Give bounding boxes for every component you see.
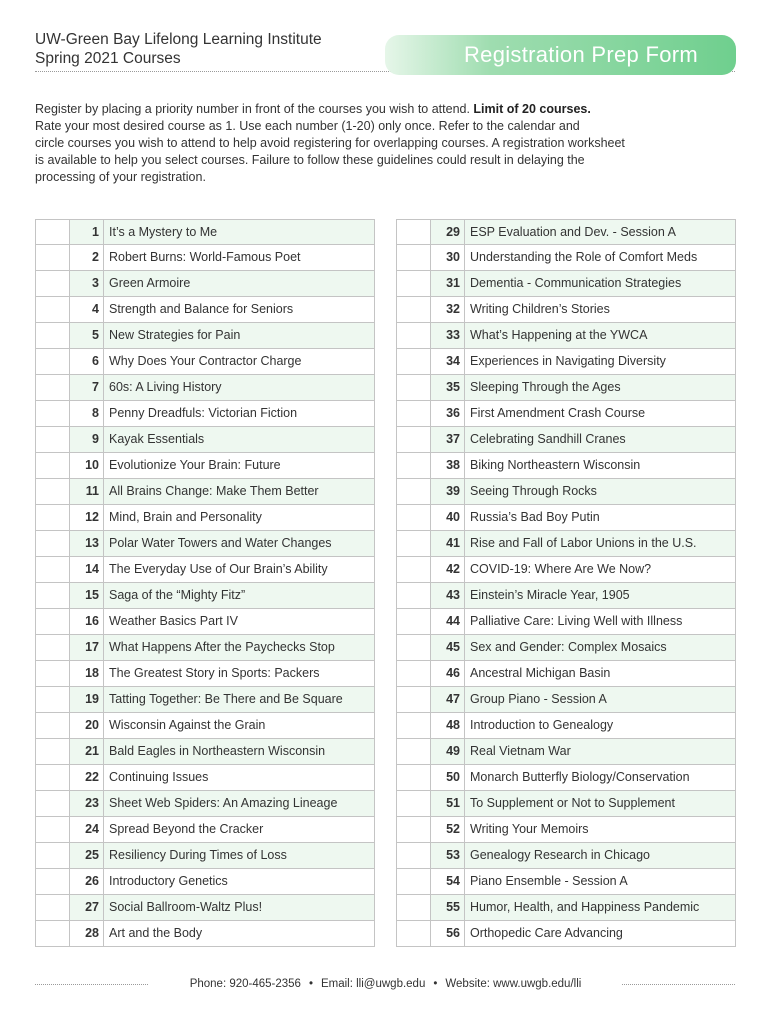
course-row xyxy=(396,349,736,375)
priority-number-field[interactable] xyxy=(397,271,431,296)
course-row xyxy=(396,635,736,661)
priority-number-field[interactable] xyxy=(397,921,431,946)
course-number: 45 xyxy=(431,635,465,660)
course-row xyxy=(35,713,375,739)
course-row xyxy=(35,323,375,349)
course-number: 52 xyxy=(431,817,465,842)
course-title: The Everyday Use of Our Brain’s Ability xyxy=(109,562,328,576)
priority-number-field[interactable] xyxy=(36,583,70,608)
course-row xyxy=(396,219,736,245)
course-title: Biking Northeastern Wisconsin xyxy=(470,458,641,472)
course-title: What Happens After the Paychecks Stop xyxy=(109,640,335,654)
priority-number-field[interactable] xyxy=(36,271,70,296)
priority-number-field[interactable] xyxy=(397,557,431,582)
course-row xyxy=(35,661,375,687)
footer-divider-right xyxy=(622,984,735,985)
course-title: New Strategies for Pain xyxy=(109,328,241,342)
priority-number-field[interactable] xyxy=(36,453,70,478)
course-row xyxy=(396,739,736,765)
course-row xyxy=(396,921,736,947)
priority-number-field[interactable] xyxy=(397,220,431,244)
course-row xyxy=(35,921,375,947)
priority-number-field[interactable] xyxy=(397,843,431,868)
course-number: 16 xyxy=(70,609,104,634)
course-title: Bald Eagles in Northeastern Wisconsin xyxy=(109,744,326,758)
course-row xyxy=(35,427,375,453)
course-number: 27 xyxy=(70,895,104,920)
course-number: 4 xyxy=(70,297,104,322)
priority-number-field[interactable] xyxy=(36,661,70,686)
course-number: 39 xyxy=(431,479,465,504)
course-title: Humor, Health, and Happiness Pandemic xyxy=(470,900,700,914)
course-title: Why Does Your Contractor Charge xyxy=(109,354,302,368)
course-row xyxy=(396,843,736,869)
course-title: Ancestral Michigan Basin xyxy=(470,666,611,680)
course-number: 47 xyxy=(431,687,465,712)
separator-dot: • xyxy=(433,978,438,990)
priority-number-field[interactable] xyxy=(397,583,431,608)
course-title: Introductory Genetics xyxy=(109,874,228,888)
priority-number-field[interactable] xyxy=(36,843,70,868)
course-number: 32 xyxy=(431,297,465,322)
priority-number-field[interactable] xyxy=(36,791,70,816)
course-row xyxy=(396,817,736,843)
course-title: ESP Evaluation and Dev. - Session A xyxy=(470,225,676,239)
course-number: 25 xyxy=(70,843,104,868)
course-row xyxy=(35,505,375,531)
course-title: Robert Burns: World-Famous Poet xyxy=(109,250,301,264)
priority-number-field[interactable] xyxy=(36,245,70,270)
course-title: Writing Children’s Stories xyxy=(470,302,610,316)
course-number: 5 xyxy=(70,323,104,348)
course-row xyxy=(35,635,375,661)
course-number: 56 xyxy=(431,921,465,946)
course-number: 33 xyxy=(431,323,465,348)
course-row xyxy=(396,687,736,713)
priority-number-field[interactable] xyxy=(36,895,70,920)
course-title: Orthopedic Care Advancing xyxy=(470,926,623,940)
priority-number-field[interactable] xyxy=(397,479,431,504)
course-row xyxy=(35,791,375,817)
priority-number-field[interactable] xyxy=(397,765,431,790)
course-title: 60s: A Living History xyxy=(109,380,222,394)
course-title: Monarch Butterfly Biology/Conservation xyxy=(470,770,690,784)
priority-number-field[interactable] xyxy=(36,687,70,712)
course-row xyxy=(35,583,375,609)
course-number: 15 xyxy=(70,583,104,608)
course-number: 38 xyxy=(431,453,465,478)
priority-number-field[interactable] xyxy=(397,635,431,660)
course-title: Writing Your Memoirs xyxy=(470,822,589,836)
priority-number-field[interactable] xyxy=(36,765,70,790)
course-row xyxy=(396,531,736,557)
priority-number-field[interactable] xyxy=(36,921,70,946)
course-title: Social Ballroom-Waltz Plus! xyxy=(109,900,263,914)
course-number: 10 xyxy=(70,453,104,478)
course-number: 14 xyxy=(70,557,104,582)
course-number: 43 xyxy=(431,583,465,608)
course-number: 54 xyxy=(431,869,465,894)
instructions-line-1 xyxy=(35,101,740,118)
course-title: First Amendment Crash Course xyxy=(470,406,646,420)
course-number: 37 xyxy=(431,427,465,452)
course-title: It’s a Mystery to Me xyxy=(109,225,218,239)
course-title: Seeing Through Rocks xyxy=(470,484,597,498)
course-row xyxy=(396,791,736,817)
course-number: 42 xyxy=(431,557,465,582)
course-title: Genealogy Research in Chicago xyxy=(470,848,650,862)
course-row xyxy=(35,843,375,869)
course-row xyxy=(396,479,736,505)
course-number: 46 xyxy=(431,661,465,686)
course-row xyxy=(35,453,375,479)
course-number: 23 xyxy=(70,791,104,816)
course-title: Weather Basics Part IV xyxy=(109,614,238,628)
course-number: 19 xyxy=(70,687,104,712)
course-title: Wisconsin Against the Grain xyxy=(109,718,266,732)
course-row xyxy=(35,557,375,583)
course-title: Understanding the Role of Comfort Meds xyxy=(470,250,698,264)
course-row xyxy=(35,245,375,271)
course-title: Dementia - Communication Strategies xyxy=(470,276,682,290)
instructions xyxy=(35,101,740,186)
course-title: Mind, Brain and Personality xyxy=(109,510,262,524)
course-title: Kayak Essentials xyxy=(109,432,205,446)
course-row xyxy=(35,375,375,401)
course-number: 34 xyxy=(431,349,465,374)
course-number: 41 xyxy=(431,531,465,556)
course-title: Experiences in Navigating Diversity xyxy=(470,354,666,368)
course-title: Real Vietnam War xyxy=(470,744,571,758)
course-title: Tatting Together: Be There and Be Square xyxy=(109,692,343,706)
priority-number-field[interactable] xyxy=(36,479,70,504)
course-number: 48 xyxy=(431,713,465,738)
separator-dot: • xyxy=(308,978,313,990)
course-title: Penny Dreadfuls: Victorian Fiction xyxy=(109,406,298,420)
course-title: Saga of the “Mighty Fitz” xyxy=(109,588,246,602)
priority-number-field[interactable] xyxy=(397,453,431,478)
course-title: Continuing Issues xyxy=(109,770,209,784)
course-row xyxy=(35,271,375,297)
course-row xyxy=(35,219,375,245)
course-number: 6 xyxy=(70,349,104,374)
instructions-text: Register by placing a priority number in front of the courses you wish to attend. xyxy=(35,102,474,116)
institute-name: UW-Green Bay Lifelong Learning Institute xyxy=(35,31,322,48)
course-title: COVID-19: Where Are We Now? xyxy=(470,562,652,576)
priority-number-field[interactable] xyxy=(397,323,431,348)
course-row xyxy=(396,661,736,687)
priority-number-field[interactable] xyxy=(36,427,70,452)
course-row xyxy=(396,557,736,583)
instructions-line-4: is available to help you select courses. Failure to follow these guidelines could result in delaying the xyxy=(35,153,585,167)
course-number: 1 xyxy=(70,220,104,244)
priority-number-field[interactable] xyxy=(397,297,431,322)
course-title: Introduction to Genealogy xyxy=(470,718,614,732)
priority-number-field[interactable] xyxy=(36,635,70,660)
course-title: Green Armoire xyxy=(109,276,191,290)
course-title: Polar Water Towers and Water Changes xyxy=(109,536,332,550)
course-number: 11 xyxy=(70,479,104,504)
instructions-line-5: processing of your registration. xyxy=(35,170,206,184)
course-number: 3 xyxy=(70,271,104,296)
priority-number-field[interactable] xyxy=(397,609,431,634)
priority-number-field[interactable] xyxy=(397,531,431,556)
priority-number-field[interactable] xyxy=(397,687,431,712)
contact-footer xyxy=(158,976,613,992)
priority-number-field[interactable] xyxy=(36,375,70,400)
course-number: 30 xyxy=(431,245,465,270)
course-title: Group Piano - Session A xyxy=(470,692,607,706)
course-row xyxy=(396,245,736,271)
course-row xyxy=(35,479,375,505)
course-list-right xyxy=(396,219,736,947)
course-title: Spread Beyond the Cracker xyxy=(109,822,264,836)
course-title: What’s Happening at the YWCA xyxy=(470,328,648,342)
course-row xyxy=(35,401,375,427)
course-number: 2 xyxy=(70,245,104,270)
course-title: All Brains Change: Make Them Better xyxy=(109,484,319,498)
priority-number-field[interactable] xyxy=(36,739,70,764)
course-number: 40 xyxy=(431,505,465,530)
priority-number-field[interactable] xyxy=(36,557,70,582)
course-number: 29 xyxy=(431,220,465,244)
priority-number-field[interactable] xyxy=(397,869,431,894)
priority-number-field[interactable] xyxy=(36,817,70,842)
course-number: 21 xyxy=(70,739,104,764)
course-title: Russia’s Bad Boy Putin xyxy=(470,510,600,524)
email-contact: Email: lli@uwgb.edu xyxy=(320,978,426,990)
course-row xyxy=(35,609,375,635)
course-row xyxy=(35,687,375,713)
priority-number-field[interactable] xyxy=(36,297,70,322)
priority-number-field[interactable] xyxy=(397,375,431,400)
course-number: 44 xyxy=(431,609,465,634)
priority-number-field[interactable] xyxy=(36,609,70,634)
course-row xyxy=(396,895,736,921)
course-title: Art and the Body xyxy=(109,926,203,940)
priority-number-field[interactable] xyxy=(397,895,431,920)
course-title: Strength and Balance for Seniors xyxy=(109,302,294,316)
course-number: 20 xyxy=(70,713,104,738)
priority-number-field[interactable] xyxy=(397,505,431,530)
course-number: 17 xyxy=(70,635,104,660)
course-number: 35 xyxy=(431,375,465,400)
course-title: Evolutionize Your Brain: Future xyxy=(109,458,281,472)
priority-number-field[interactable] xyxy=(397,349,431,374)
course-number: 22 xyxy=(70,765,104,790)
instructions-line-3: circle courses you wish to attend to help avoid registering for overlapping courses. A registration worksheet xyxy=(35,136,625,150)
institute-header xyxy=(35,30,322,68)
priority-number-field[interactable] xyxy=(36,323,70,348)
course-row xyxy=(396,427,736,453)
course-row xyxy=(396,765,736,791)
course-title: To Supplement or Not to Supplement xyxy=(470,796,675,810)
priority-number-field[interactable] xyxy=(36,505,70,530)
course-row xyxy=(35,817,375,843)
priority-number-field[interactable] xyxy=(36,531,70,556)
priority-number-field[interactable] xyxy=(397,245,431,270)
priority-number-field[interactable] xyxy=(397,713,431,738)
course-limit-note: Limit of 20 courses. xyxy=(473,102,591,116)
course-number: 26 xyxy=(70,869,104,894)
course-row xyxy=(396,583,736,609)
course-title: Sheet Web Spiders: An Amazing Lineage xyxy=(109,796,338,810)
priority-number-field[interactable] xyxy=(36,349,70,374)
course-row xyxy=(35,895,375,921)
course-row xyxy=(396,609,736,635)
footer-divider-left xyxy=(35,984,148,985)
course-row xyxy=(396,271,736,297)
course-row xyxy=(35,349,375,375)
course-row xyxy=(35,869,375,895)
course-title: Celebrating Sandhill Cranes xyxy=(470,432,626,446)
priority-number-field[interactable] xyxy=(36,401,70,426)
course-row xyxy=(396,297,736,323)
course-row xyxy=(396,869,736,895)
course-title: Palliative Care: Living Well with Illness xyxy=(470,614,683,628)
course-title: Rise and Fall of Labor Unions in the U.S. xyxy=(470,536,697,550)
course-row xyxy=(396,713,736,739)
course-number: 28 xyxy=(70,921,104,946)
priority-number-field[interactable] xyxy=(397,401,431,426)
term-label: Spring 2021 Courses xyxy=(35,50,181,67)
course-row xyxy=(396,401,736,427)
course-row xyxy=(35,739,375,765)
course-title: Piano Ensemble - Session A xyxy=(470,874,628,888)
course-number: 55 xyxy=(431,895,465,920)
course-number: 9 xyxy=(70,427,104,452)
instructions-line-2: Rate your most desired course as 1. Use each number (1-20) only once. Refer to the calendar and xyxy=(35,119,580,133)
course-number: 18 xyxy=(70,661,104,686)
course-list-left xyxy=(35,219,375,947)
course-title: The Greatest Story in Sports: Packers xyxy=(109,666,320,680)
priority-number-field[interactable] xyxy=(397,661,431,686)
course-row xyxy=(396,323,736,349)
course-row xyxy=(396,453,736,479)
course-number: 49 xyxy=(431,739,465,764)
priority-number-field[interactable] xyxy=(36,869,70,894)
priority-number-field[interactable] xyxy=(36,220,70,244)
priority-number-field[interactable] xyxy=(397,791,431,816)
course-row xyxy=(396,505,736,531)
course-number: 53 xyxy=(431,843,465,868)
course-row xyxy=(396,375,736,401)
course-number: 51 xyxy=(431,791,465,816)
priority-number-field[interactable] xyxy=(397,427,431,452)
course-title: Einstein’s Miracle Year, 1905 xyxy=(470,588,630,602)
priority-number-field[interactable] xyxy=(36,713,70,738)
course-title: Resiliency During Times of Loss xyxy=(109,848,287,862)
course-number: 31 xyxy=(431,271,465,296)
course-number: 7 xyxy=(70,375,104,400)
course-number: 24 xyxy=(70,817,104,842)
priority-number-field[interactable] xyxy=(397,817,431,842)
form-title-banner: Registration Prep Form xyxy=(385,35,736,75)
course-row xyxy=(35,765,375,791)
course-number: 12 xyxy=(70,505,104,530)
priority-number-field[interactable] xyxy=(397,739,431,764)
phone-contact: Phone: 920-465-2356 xyxy=(189,978,301,990)
course-number: 13 xyxy=(70,531,104,556)
course-title: Sex and Gender: Complex Mosaics xyxy=(470,640,667,654)
course-row xyxy=(35,297,375,323)
course-title: Sleeping Through the Ages xyxy=(470,380,621,394)
website-contact: Website: www.uwgb.edu/lli xyxy=(445,978,582,990)
course-number: 36 xyxy=(431,401,465,426)
course-number: 8 xyxy=(70,401,104,426)
course-number: 50 xyxy=(431,765,465,790)
course-row xyxy=(35,531,375,557)
